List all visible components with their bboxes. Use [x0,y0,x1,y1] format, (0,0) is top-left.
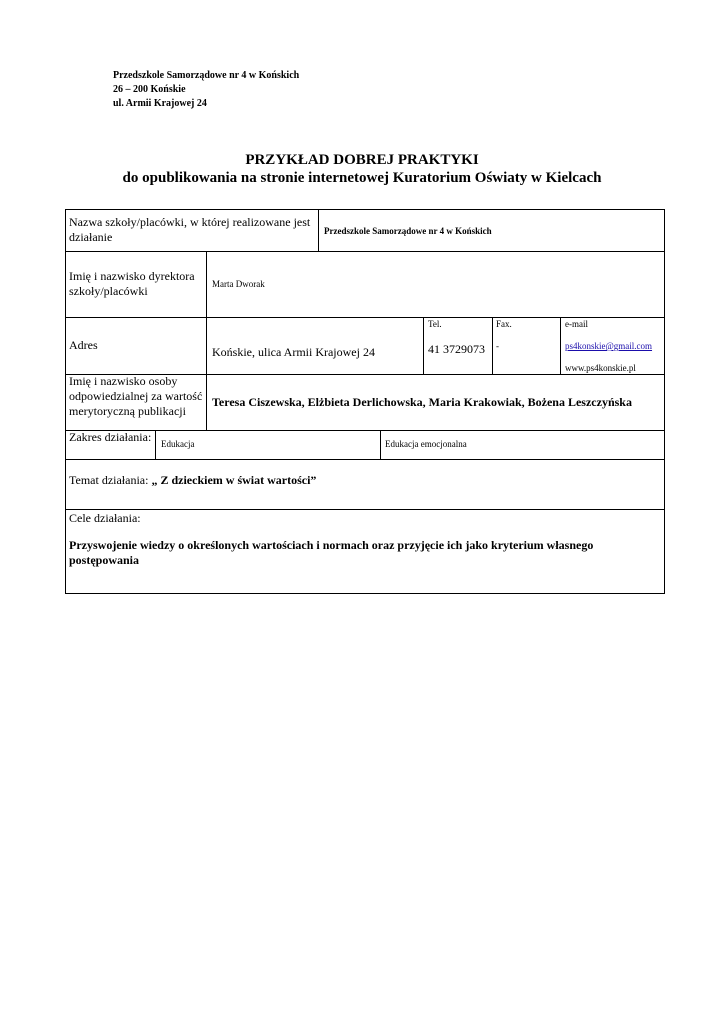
responsible-value: Teresa Ciszewska, Elżbieta Derlichowska, Maria Krakowiak, Bożena Leszczyńska [212,395,632,409]
table-border-top [65,209,665,210]
director-label: Imię i nazwisko dyrektora szkoły/placówki [69,269,195,298]
table-rule [65,509,665,510]
fax-value: - [496,341,499,351]
scope-value-emotional: Edukacja emocjonalna [385,439,467,449]
header-line-street: ul. Armii Krajowej 24 [113,98,207,109]
table-border-bottom [65,593,665,594]
topic-row [69,473,659,488]
table-rule [65,459,665,460]
scope-value-education: Edukacja [161,439,195,449]
table-rule [380,430,381,459]
table-rule [65,251,665,252]
goals-value: Przyswojenie wiedzy o określonych wartościach i normach oraz przyjęcie ich jako kryterium własnego postępowania [69,538,594,567]
title-sub: do opublikowania na stronie internetowej Kuratorium Oświaty w Kielcach [122,170,602,186]
goals-label: Cele działania: [69,511,141,525]
address-value: Końskie, ulica Armii Krajowej 24 [212,345,375,359]
tel-label: Tel. [428,319,442,329]
director-value: Marta Dworak [212,279,265,289]
fax-label: Fax. [496,319,512,329]
title-main: PRZYKŁAD DOBREJ PRAKTYKI [245,152,479,168]
school-name-value: Przedszkole Samorządowe nr 4 w Końskich [324,226,492,236]
topic-label: Temat działania: [69,473,152,487]
school-name-label: Nazwa szkoły/placówki, w której realizowane jest działanie [69,215,311,244]
table-rule [155,430,156,459]
table-rule [560,317,561,374]
address-label: Adres [69,338,98,352]
table-rule [206,251,207,430]
document-title [0,151,724,187]
header-line-name: Przedszkole Samorządowe nr 4 w Końskich [113,70,300,81]
topic-value: „ Z dzieckiem w świat wartości” [151,473,317,487]
table-rule [318,209,319,251]
table-rule [492,317,493,374]
school-header [113,69,299,111]
tel-value: 41 3729073 [428,342,485,356]
responsible-label: Imię i nazwisko osoby odpowiedzialnej za wartość merytoryczną publikacji [69,374,203,418]
table-border-right [664,209,665,594]
table-rule [423,317,424,374]
email-label: e-mail [565,319,588,329]
table-border-left [65,209,66,594]
website-text: www.ps4konskie.pl [565,363,636,373]
email-link[interactable]: ps4konskie@gmail.com [565,341,653,351]
scope-label: Zakres działania: [69,430,152,444]
header-line-postal: 26 – 200 Końskie [113,84,186,95]
